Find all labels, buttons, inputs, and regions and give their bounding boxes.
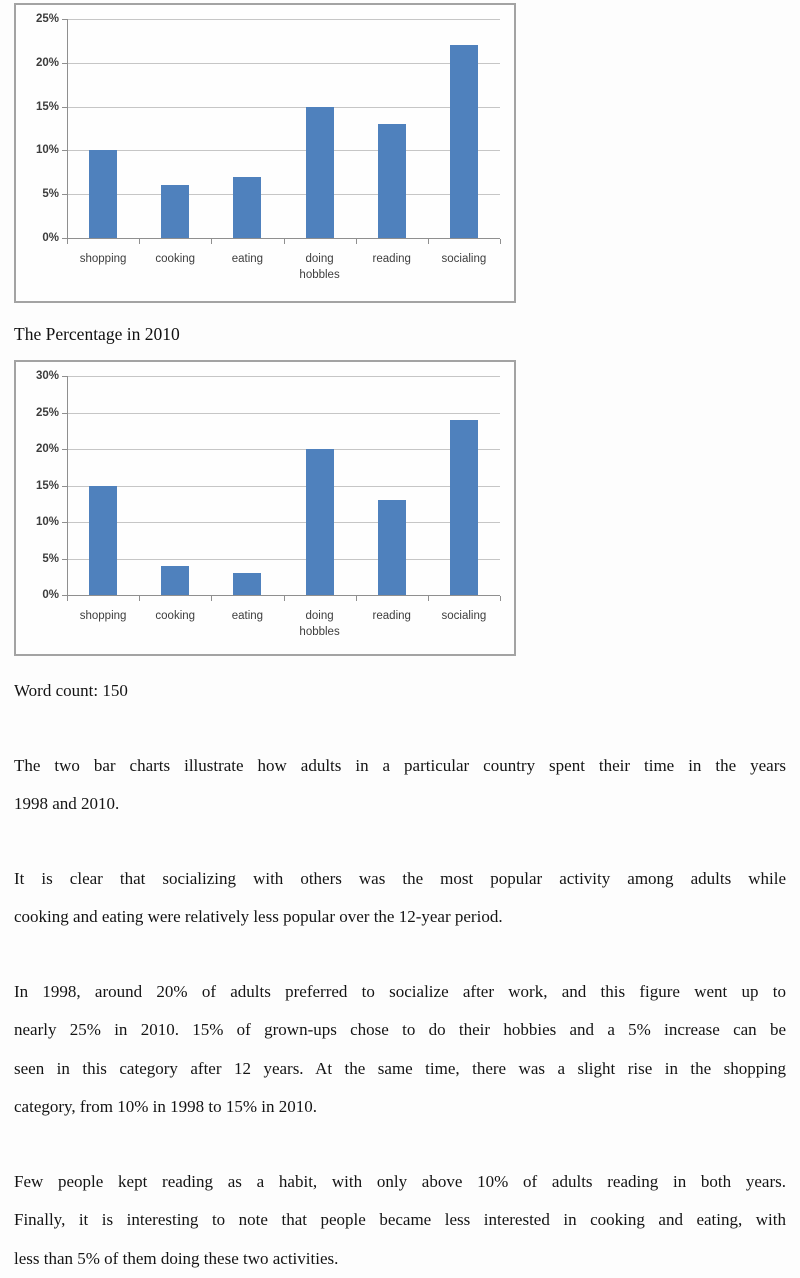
essay-line: cooking and eating were relatively less popular over the 12-year period. xyxy=(14,898,786,937)
gridline xyxy=(67,522,500,523)
x-axis-label: socialing xyxy=(428,251,500,267)
essay-line: seen in this category after 12 years. At the same time, there was a slight rise in the shopping xyxy=(14,1050,786,1089)
bar-chart-2010 xyxy=(14,360,516,656)
y-axis-label: 15% xyxy=(16,479,59,493)
x-axis-tick xyxy=(211,239,212,244)
bar-cooking xyxy=(161,185,189,238)
bar-chart-1998 xyxy=(14,3,516,303)
gridline xyxy=(67,19,500,20)
gridline xyxy=(67,376,500,377)
y-axis-label: 25% xyxy=(16,12,59,26)
x-axis-tick xyxy=(428,239,429,244)
bar-shopping xyxy=(89,486,117,596)
y-axis-line xyxy=(67,19,68,239)
essay-line: Few people kept reading as a habit, with only above 10% of adults reading in both years. xyxy=(14,1163,786,1202)
x-axis-label: shopping xyxy=(67,608,139,624)
x-axis-label: socialing xyxy=(428,608,500,624)
x-axis-label: reading xyxy=(356,251,428,267)
bar-socialing xyxy=(450,420,478,595)
gridline xyxy=(67,559,500,560)
gridline xyxy=(67,107,500,108)
x-axis-label: cooking xyxy=(139,251,211,267)
essay-line: 1998 and 2010. xyxy=(14,785,786,824)
y-axis-label: 5% xyxy=(16,187,59,201)
y-axis-label: 25% xyxy=(16,406,59,420)
x-axis-label: reading xyxy=(356,608,428,624)
word-count-line: Word count: 150 xyxy=(14,672,786,711)
y-axis-label: 30% xyxy=(16,369,59,383)
essay-line: The two bar charts illustrate how adults in a particular country spent their time in the years xyxy=(14,747,786,786)
essay-line: In 1998, around 20% of adults preferred to socialize after work, and this figure went up to xyxy=(14,973,786,1012)
y-axis-label: 5% xyxy=(16,552,59,566)
x-axis-tick xyxy=(500,239,501,244)
x-axis-tick xyxy=(67,596,68,601)
essay-paragraph xyxy=(14,973,786,1127)
x-axis-tick xyxy=(284,596,285,601)
x-axis-label: shopping xyxy=(67,251,139,267)
x-axis-tick xyxy=(67,239,68,244)
x-axis-tick xyxy=(500,596,501,601)
y-axis-line xyxy=(67,376,68,596)
bar-doing-hobbles xyxy=(306,449,334,595)
gridline xyxy=(67,449,500,450)
x-axis-label: doing hobbles xyxy=(284,251,356,283)
y-axis-label: 20% xyxy=(16,442,59,456)
essay-paragraph xyxy=(14,1163,786,1278)
y-axis-label: 10% xyxy=(16,143,59,157)
bar-reading xyxy=(378,500,406,595)
x-axis-tick xyxy=(211,596,212,601)
x-axis-tick xyxy=(139,239,140,244)
bar-reading xyxy=(378,124,406,238)
essay-line: category, from 10% in 1998 to 15% in 2010. xyxy=(14,1088,786,1127)
bar-doing-hobbles xyxy=(306,107,334,238)
x-axis-tick xyxy=(284,239,285,244)
x-axis-label: eating xyxy=(211,251,283,267)
essay-line: Finally, it is interesting to note that people became less interested in cooking and eating, with xyxy=(14,1201,786,1240)
gridline xyxy=(67,63,500,64)
x-axis-tick xyxy=(139,596,140,601)
chart-2010-title: The Percentage in 2010 xyxy=(14,322,800,346)
y-axis-label: 0% xyxy=(16,231,59,245)
essay-paragraph xyxy=(14,747,786,824)
x-axis-label: eating xyxy=(211,608,283,624)
essay-paragraphs xyxy=(14,747,786,1278)
essay-line: It is clear that socializing with others was the most popular activity among adults while xyxy=(14,860,786,899)
bar-cooking xyxy=(161,566,189,595)
gridline xyxy=(67,194,500,195)
x-axis-label: doing hobbles xyxy=(284,608,356,640)
x-axis-tick xyxy=(356,596,357,601)
gridline xyxy=(67,150,500,151)
essay xyxy=(14,672,786,1278)
essay-line: less than 5% of them doing these two activities. xyxy=(14,1240,786,1278)
x-axis-tick xyxy=(356,239,357,244)
bar-shopping xyxy=(89,150,117,238)
essay-line: nearly 25% in 2010. 15% of grown-ups chose to do their hobbies and a 5% increase can be xyxy=(14,1011,786,1050)
y-axis-label: 0% xyxy=(16,588,59,602)
y-axis-label: 10% xyxy=(16,515,59,529)
gridline xyxy=(67,486,500,487)
bar-eating xyxy=(233,573,261,595)
essay-paragraph xyxy=(14,860,786,937)
x-axis-tick xyxy=(428,596,429,601)
bar-socialing xyxy=(450,45,478,238)
bar-eating xyxy=(233,177,261,238)
x-axis-label: cooking xyxy=(139,608,211,624)
y-axis-label: 15% xyxy=(16,100,59,114)
y-axis-label: 20% xyxy=(16,56,59,70)
gridline xyxy=(67,413,500,414)
